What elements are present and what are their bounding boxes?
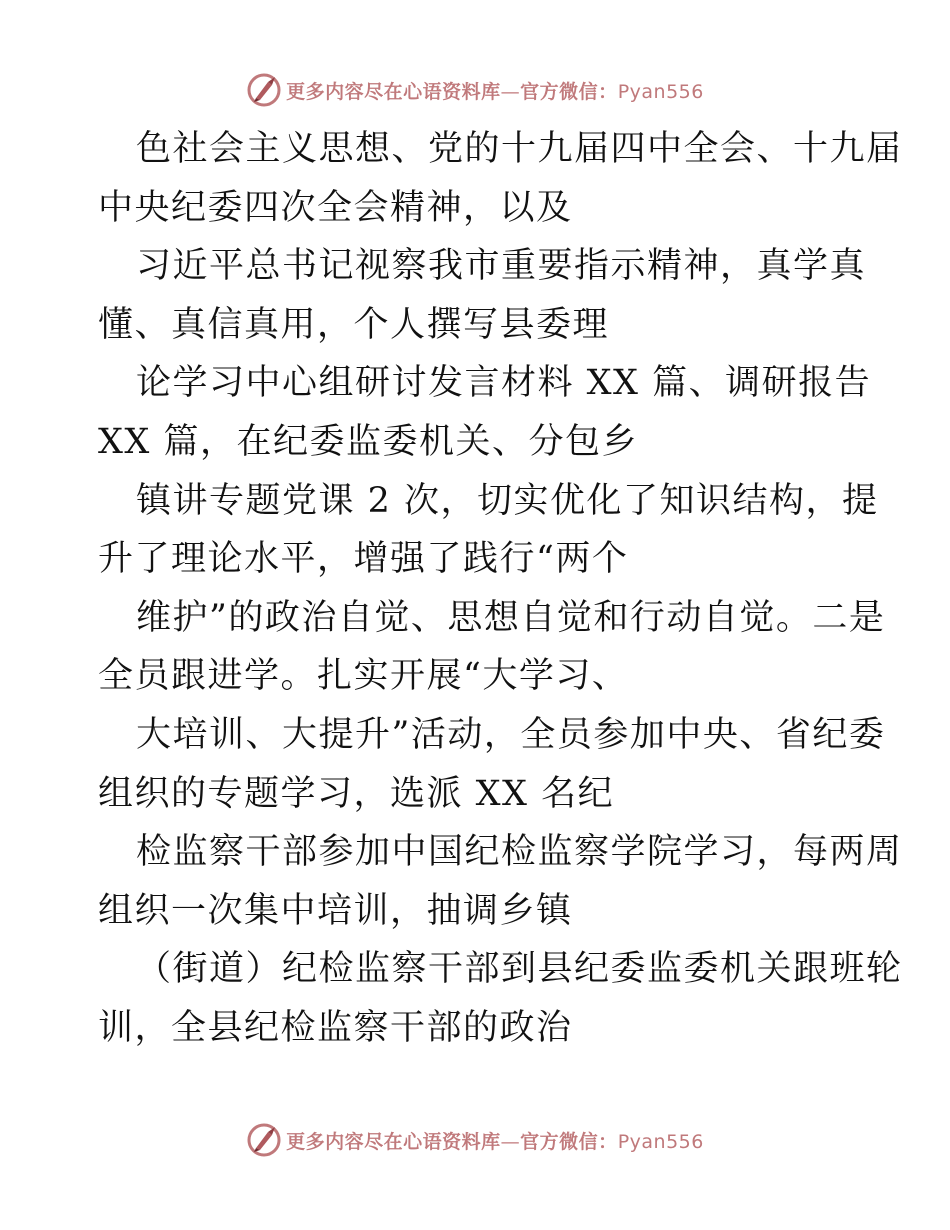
body-line: 懂、真信真用，个人撰写县委理 [98, 304, 610, 345]
body-line: 色社会主义思想、党的十九届四中全会、十九届 [136, 129, 903, 169]
body-line: 镇讲专题党课 2 次，切实优化了知识结构，提 [136, 480, 879, 521]
body-line: 习近平总书记视察我市重要指示精神，真学真 [136, 246, 867, 287]
body-line: 组织的专题学习，选派 XX 名纪 [98, 773, 615, 814]
watermark-official-label: 官方微信： [520, 1130, 618, 1153]
footer-watermark [0, 1120, 950, 1160]
quill-pen-logo-icon [246, 72, 282, 108]
footer-watermark-inner [246, 1122, 704, 1158]
watermark-slogan: 更多内容尽在心语资料库 [286, 80, 501, 103]
watermark-slogan: 更多内容尽在心语资料库 [286, 1130, 501, 1153]
header-watermark-text [286, 77, 704, 104]
watermark-wechat-id: Pyan556 [617, 80, 704, 103]
watermark-official-label: 官方微信： [520, 80, 618, 103]
body-line: 全员跟进学。扎实开展“大学习、 [98, 656, 629, 697]
body-line: 检监察干部参加中国纪检监察学院学习，每两周 [136, 832, 903, 873]
footer-watermark-text [286, 1127, 704, 1154]
body-line: XX 篇，在纪委监委机关、分包乡 [98, 421, 638, 462]
watermark-wechat-id: Pyan556 [617, 1130, 704, 1153]
quill-pen-logo-icon [246, 1122, 282, 1158]
watermark-separator: — [500, 80, 521, 103]
body-line: 大培训、大提升”活动，全员参加中央、省纪委 [136, 714, 886, 755]
header-watermark [0, 70, 950, 110]
body-line: 论学习中心组研讨发言材料 XX 篇、调研报告 [136, 363, 872, 404]
body-line: 升了理论水平，增强了践行“两个 [98, 539, 629, 580]
body-line: （街道）纪检监察干部到县纪委监委机关跟班轮 [136, 949, 903, 990]
body-line: 中央纪委四次全会精神，以及 [98, 187, 573, 228]
body-line: 训，全县纪检监察干部的政治 [98, 1007, 573, 1048]
body-line: 组织一次集中培训，抽调乡镇 [98, 890, 573, 931]
document-body [98, 120, 903, 1058]
header-watermark-inner [246, 72, 704, 108]
body-line: 维护”的政治自觉、思想自觉和行动自觉。二是 [136, 597, 886, 638]
watermark-separator: — [500, 1130, 521, 1153]
